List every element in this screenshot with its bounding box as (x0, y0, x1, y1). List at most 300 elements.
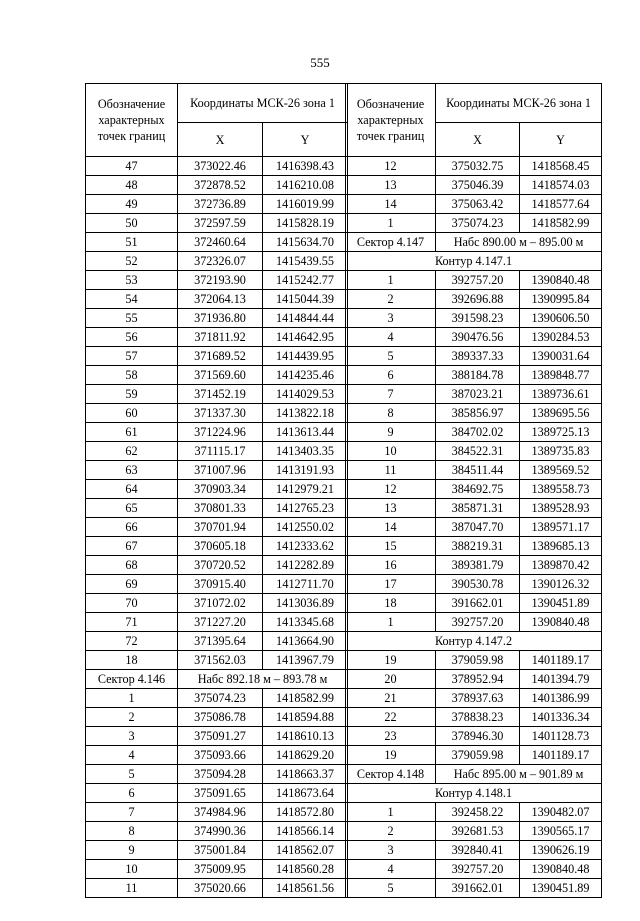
x-coordinate-cell: 391662.01 (436, 594, 520, 613)
table-row (346, 328, 602, 347)
x-coordinate-cell: 375074.23 (436, 214, 520, 233)
y-coordinate-cell: 1389695.56 (520, 404, 602, 423)
point-label-header: Обозначение характерных точек границ (86, 84, 178, 157)
point-id-cell: 12 (346, 157, 436, 176)
y-coordinate-cell: 1418574.03 (520, 176, 602, 195)
point-id-cell: 15 (346, 537, 436, 556)
y-coordinate-cell: 1389725.13 (520, 423, 602, 442)
y-coordinate-cell: 1390451.89 (520, 594, 602, 613)
point-id-cell: 49 (86, 195, 178, 214)
x-coordinate-cell: 374984.96 (178, 803, 263, 822)
point-id-cell: 70 (86, 594, 178, 613)
y-coordinate-cell: 1418568.45 (520, 157, 602, 176)
sector-row (346, 233, 602, 252)
point-id-cell: 10 (346, 442, 436, 461)
x-coordinate-cell: 375020.66 (178, 879, 263, 898)
point-id-cell: 61 (86, 423, 178, 442)
table-row (346, 404, 602, 423)
table-row (86, 879, 348, 898)
y-coordinate-cell: 1418629.20 (263, 746, 348, 765)
y-coordinate-cell: 1390840.48 (520, 271, 602, 290)
y-coordinate-cell: 1414439.95 (263, 347, 348, 366)
x-coordinate-cell: 372326.07 (178, 252, 263, 271)
x-coordinate-cell: 372878.52 (178, 176, 263, 195)
x-coordinate-cell: 375093.66 (178, 746, 263, 765)
sector-height-range-cell: Набс 890.00 м – 895.00 м (436, 233, 602, 252)
point-id-cell: 57 (86, 347, 178, 366)
table-row (346, 366, 602, 385)
x-coordinate-cell: 372193.90 (178, 271, 263, 290)
table-row (86, 518, 348, 537)
table-row (86, 860, 348, 879)
y-coordinate-cell: 1418572.80 (263, 803, 348, 822)
table-row (346, 594, 602, 613)
y-coordinate-cell: 1418673.64 (263, 784, 348, 803)
point-id-cell: 51 (86, 233, 178, 252)
point-id-cell: 62 (86, 442, 178, 461)
table-row (86, 727, 348, 746)
x-coordinate-cell: 388184.78 (436, 366, 520, 385)
y-coordinate-cell: 1412550.02 (263, 518, 348, 537)
y-coordinate-cell: 1416210.08 (263, 176, 348, 195)
x-coordinate-cell: 371227.20 (178, 613, 263, 632)
x-coordinate-cell: 392696.88 (436, 290, 520, 309)
y-coordinate-cell: 1390284.53 (520, 328, 602, 347)
x-coordinate-cell: 371337.30 (178, 404, 263, 423)
point-id-cell: 2 (86, 708, 178, 727)
y-coordinate-cell: 1418562.07 (263, 841, 348, 860)
y-coordinate-cell: 1401189.17 (520, 746, 602, 765)
x-coordinate-cell: 371569.60 (178, 366, 263, 385)
y-coordinate-cell: 1414642.95 (263, 328, 348, 347)
point-id-cell: 13 (346, 499, 436, 518)
table-row (346, 613, 602, 632)
x-coordinate-cell: 375001.84 (178, 841, 263, 860)
point-id-cell: 55 (86, 309, 178, 328)
contour-label-cell: Контур 4.147.2 (346, 632, 602, 651)
point-id-cell: 50 (86, 214, 178, 233)
y-coordinate-cell: 1401189.17 (520, 651, 602, 670)
y-column-header: Y (263, 123, 348, 157)
y-coordinate-cell: 1418560.28 (263, 860, 348, 879)
x-coordinate-cell: 384522.31 (436, 442, 520, 461)
y-coordinate-cell: 1418566.14 (263, 822, 348, 841)
point-id-cell: 11 (346, 461, 436, 480)
table-row (86, 632, 348, 651)
point-id-cell: 21 (346, 689, 436, 708)
x-coordinate-cell: 371452.19 (178, 385, 263, 404)
point-id-cell: 12 (346, 480, 436, 499)
y-coordinate-cell: 1389685.13 (520, 537, 602, 556)
y-coordinate-cell: 1413403.35 (263, 442, 348, 461)
y-coordinate-cell: 1413967.79 (263, 651, 348, 670)
y-coordinate-cell: 1390606.50 (520, 309, 602, 328)
y-coordinate-cell: 1401336.34 (520, 708, 602, 727)
table-row (346, 480, 602, 499)
y-coordinate-cell: 1390482.07 (520, 803, 602, 822)
table-row (86, 613, 348, 632)
table-row (86, 233, 348, 252)
table-row (86, 271, 348, 290)
x-column-header: X (436, 123, 520, 157)
table-row (346, 575, 602, 594)
x-coordinate-cell: 389381.79 (436, 556, 520, 575)
x-coordinate-cell: 379059.98 (436, 746, 520, 765)
table-row (86, 803, 348, 822)
table-row (346, 290, 602, 309)
x-coordinate-cell: 378937.63 (436, 689, 520, 708)
table-row (86, 290, 348, 309)
point-id-cell: 69 (86, 575, 178, 594)
point-id-cell: 10 (86, 860, 178, 879)
contour-row (346, 784, 602, 803)
table-row (346, 689, 602, 708)
x-coordinate-cell: 392458.22 (436, 803, 520, 822)
point-id-cell: 17 (346, 575, 436, 594)
point-id-cell: 5 (346, 347, 436, 366)
table-body-left (86, 157, 348, 898)
table-row (86, 309, 348, 328)
y-coordinate-cell: 1418582.99 (263, 689, 348, 708)
x-coordinate-cell: 384511.44 (436, 461, 520, 480)
y-coordinate-cell: 1389571.17 (520, 518, 602, 537)
table-row (86, 594, 348, 613)
x-coordinate-cell: 370605.18 (178, 537, 263, 556)
coords-group-header: Координаты МСК-26 зона 1 (436, 84, 602, 123)
point-id-cell: 59 (86, 385, 178, 404)
y-coordinate-cell: 1401386.99 (520, 689, 602, 708)
y-coordinate-cell: 1418610.13 (263, 727, 348, 746)
table-row (346, 556, 602, 575)
y-coordinate-cell: 1412765.23 (263, 499, 348, 518)
table-row (86, 499, 348, 518)
y-coordinate-cell: 1413822.18 (263, 404, 348, 423)
x-coordinate-cell: 370903.34 (178, 480, 263, 499)
x-coordinate-cell: 370915.40 (178, 575, 263, 594)
x-coordinate-cell: 391662.01 (436, 879, 520, 898)
point-id-cell: 64 (86, 480, 178, 499)
point-id-cell: 58 (86, 366, 178, 385)
y-coordinate-cell: 1390626.19 (520, 841, 602, 860)
table-row (86, 689, 348, 708)
x-coordinate-cell: 392757.20 (436, 613, 520, 632)
y-coordinate-cell: 1390840.48 (520, 613, 602, 632)
y-coordinate-cell: 1418582.99 (520, 214, 602, 233)
point-id-cell: 66 (86, 518, 178, 537)
y-coordinate-cell: 1390840.48 (520, 860, 602, 879)
point-id-cell: 19 (346, 651, 436, 670)
y-coordinate-cell: 1416398.43 (263, 157, 348, 176)
point-id-cell: 71 (86, 613, 178, 632)
table-row (86, 176, 348, 195)
y-coordinate-cell: 1401394.79 (520, 670, 602, 689)
coordinates-table-right (345, 83, 602, 898)
x-coordinate-cell: 387047.70 (436, 518, 520, 537)
y-coordinate-cell: 1418663.37 (263, 765, 348, 784)
x-coordinate-cell: 371072.02 (178, 594, 263, 613)
point-id-cell: 3 (346, 841, 436, 860)
sector-height-range-cell: Набс 892.18 м – 893.78 м (178, 670, 348, 689)
point-id-cell: 22 (346, 708, 436, 727)
y-coordinate-cell: 1401128.73 (520, 727, 602, 746)
x-coordinate-cell: 371811.92 (178, 328, 263, 347)
y-coordinate-cell: 1413036.89 (263, 594, 348, 613)
y-coordinate-cell: 1389569.52 (520, 461, 602, 480)
table-row (346, 518, 602, 537)
table-row (86, 765, 348, 784)
point-id-cell: 2 (346, 290, 436, 309)
y-coordinate-cell: 1390995.84 (520, 290, 602, 309)
contour-label-cell: Контур 4.147.1 (346, 252, 602, 271)
y-coordinate-cell: 1413191.93 (263, 461, 348, 480)
table-row (86, 708, 348, 727)
y-coordinate-cell: 1415634.70 (263, 233, 348, 252)
point-id-cell: 18 (86, 651, 178, 670)
point-id-cell: 1 (346, 271, 436, 290)
x-coordinate-cell: 391598.23 (436, 309, 520, 328)
x-coordinate-cell: 372597.59 (178, 214, 263, 233)
table-row (346, 157, 602, 176)
x-column-header: X (178, 123, 263, 157)
point-id-cell: 23 (346, 727, 436, 746)
y-coordinate-cell: 1390451.89 (520, 879, 602, 898)
point-id-cell: 6 (346, 366, 436, 385)
table-body-right (346, 157, 602, 898)
y-coordinate-cell: 1389528.93 (520, 499, 602, 518)
table-row (86, 575, 348, 594)
y-coordinate-cell: 1389736.61 (520, 385, 602, 404)
x-coordinate-cell: 385856.97 (436, 404, 520, 423)
point-id-cell: 4 (86, 746, 178, 765)
table-row (86, 746, 348, 765)
y-coordinate-cell: 1390126.32 (520, 575, 602, 594)
y-coordinate-cell: 1412711.70 (263, 575, 348, 594)
table-row (346, 670, 602, 689)
point-id-cell: 1 (86, 689, 178, 708)
x-coordinate-cell: 370801.33 (178, 499, 263, 518)
point-id-cell: 67 (86, 537, 178, 556)
x-coordinate-cell: 392757.20 (436, 860, 520, 879)
table-row (86, 214, 348, 233)
table-row (346, 651, 602, 670)
point-id-cell: 72 (86, 632, 178, 651)
y-coordinate-cell: 1413613.44 (263, 423, 348, 442)
y-coordinate-cell: 1415044.39 (263, 290, 348, 309)
point-id-cell: 14 (346, 518, 436, 537)
point-id-cell: 1 (346, 214, 436, 233)
x-coordinate-cell: 385871.31 (436, 499, 520, 518)
y-coordinate-cell: 1390565.17 (520, 822, 602, 841)
point-id-cell: 2 (346, 822, 436, 841)
x-coordinate-cell: 371936.80 (178, 309, 263, 328)
table-row (86, 252, 348, 271)
x-coordinate-cell: 372460.64 (178, 233, 263, 252)
table-row (346, 708, 602, 727)
table-row (86, 651, 348, 670)
x-coordinate-cell: 378952.94 (436, 670, 520, 689)
x-coordinate-cell: 374990.36 (178, 822, 263, 841)
x-coordinate-cell: 371562.03 (178, 651, 263, 670)
table-row (86, 157, 348, 176)
y-coordinate-cell: 1414235.46 (263, 366, 348, 385)
x-coordinate-cell: 378838.23 (436, 708, 520, 727)
table-row (346, 537, 602, 556)
x-coordinate-cell: 371395.64 (178, 632, 263, 651)
table-row (346, 385, 602, 404)
table-row (346, 271, 602, 290)
x-coordinate-cell: 370701.94 (178, 518, 263, 537)
table-row (86, 442, 348, 461)
x-coordinate-cell: 389337.33 (436, 347, 520, 366)
contour-row (346, 632, 602, 651)
point-id-cell: 3 (346, 309, 436, 328)
point-id-cell: 1 (346, 613, 436, 632)
point-id-cell: 3 (86, 727, 178, 746)
sector-row (86, 670, 348, 689)
point-id-cell: 56 (86, 328, 178, 347)
point-id-cell: 5 (346, 879, 436, 898)
y-coordinate-cell: 1413664.90 (263, 632, 348, 651)
point-id-cell: 11 (86, 879, 178, 898)
sector-label-cell: Сектор 4.147 (346, 233, 436, 252)
y-coordinate-cell: 1412333.62 (263, 537, 348, 556)
table-row (86, 537, 348, 556)
y-coordinate-cell: 1414029.53 (263, 385, 348, 404)
x-coordinate-cell: 384702.02 (436, 423, 520, 442)
table-row (346, 442, 602, 461)
point-id-cell: 48 (86, 176, 178, 195)
table-row (86, 366, 348, 385)
point-id-cell: 6 (86, 784, 178, 803)
sector-row (346, 765, 602, 784)
x-coordinate-cell: 392840.41 (436, 841, 520, 860)
point-id-cell: 54 (86, 290, 178, 309)
point-id-cell: 68 (86, 556, 178, 575)
x-coordinate-cell: 375091.65 (178, 784, 263, 803)
point-id-cell: 8 (346, 404, 436, 423)
point-id-cell: 65 (86, 499, 178, 518)
table-row (346, 822, 602, 841)
point-id-cell: 16 (346, 556, 436, 575)
table-row (86, 841, 348, 860)
table-row (346, 879, 602, 898)
x-coordinate-cell: 390476.56 (436, 328, 520, 347)
point-id-cell: 19 (346, 746, 436, 765)
contour-label-cell: Контур 4.148.1 (346, 784, 602, 803)
point-id-cell: 4 (346, 328, 436, 347)
x-coordinate-cell: 379059.98 (436, 651, 520, 670)
x-coordinate-cell: 390530.78 (436, 575, 520, 594)
point-id-cell: 1 (346, 803, 436, 822)
x-coordinate-cell: 372736.89 (178, 195, 263, 214)
y-coordinate-cell: 1389735.83 (520, 442, 602, 461)
table-row (86, 423, 348, 442)
table-row (346, 195, 602, 214)
point-id-cell: 18 (346, 594, 436, 613)
point-id-cell: 9 (346, 423, 436, 442)
x-coordinate-cell: 371115.17 (178, 442, 263, 461)
coords-group-header: Координаты МСК-26 зона 1 (178, 84, 348, 123)
table-row (86, 784, 348, 803)
x-coordinate-cell: 375046.39 (436, 176, 520, 195)
x-coordinate-cell: 373022.46 (178, 157, 263, 176)
table-row (86, 461, 348, 480)
y-coordinate-cell: 1389848.77 (520, 366, 602, 385)
x-coordinate-cell: 371007.96 (178, 461, 263, 480)
table-row (86, 480, 348, 499)
x-coordinate-cell: 375009.95 (178, 860, 263, 879)
sector-label-cell: Сектор 4.146 (86, 670, 178, 689)
y-coordinate-cell: 1390031.64 (520, 347, 602, 366)
table-row (346, 746, 602, 765)
contour-row (346, 252, 602, 271)
point-id-cell: 7 (86, 803, 178, 822)
y-coordinate-cell: 1389870.42 (520, 556, 602, 575)
y-coordinate-cell: 1389558.73 (520, 480, 602, 499)
x-coordinate-cell: 392757.20 (436, 271, 520, 290)
x-coordinate-cell: 375032.75 (436, 157, 520, 176)
y-coordinate-cell: 1415439.55 (263, 252, 348, 271)
y-coordinate-cell: 1418594.88 (263, 708, 348, 727)
x-coordinate-cell: 372064.13 (178, 290, 263, 309)
y-coordinate-cell: 1416019.99 (263, 195, 348, 214)
point-id-cell: 14 (346, 195, 436, 214)
table-row (346, 803, 602, 822)
y-coordinate-cell: 1418577.64 (520, 195, 602, 214)
point-id-cell: 20 (346, 670, 436, 689)
table-row (346, 727, 602, 746)
x-coordinate-cell: 388219.31 (436, 537, 520, 556)
x-coordinate-cell: 375086.78 (178, 708, 263, 727)
x-coordinate-cell: 370720.52 (178, 556, 263, 575)
y-coordinate-cell: 1415242.77 (263, 271, 348, 290)
y-coordinate-cell: 1415828.19 (263, 214, 348, 233)
y-coordinate-cell: 1412979.21 (263, 480, 348, 499)
y-coordinate-cell: 1413345.68 (263, 613, 348, 632)
table-row (346, 214, 602, 233)
table-row (346, 309, 602, 328)
point-id-cell: 4 (346, 860, 436, 879)
x-coordinate-cell: 378946.30 (436, 727, 520, 746)
table-row (86, 347, 348, 366)
point-id-cell: 53 (86, 271, 178, 290)
coordinates-table-left (85, 83, 348, 898)
table-row (86, 195, 348, 214)
point-id-cell: 60 (86, 404, 178, 423)
y-coordinate-cell: 1418561.56 (263, 879, 348, 898)
y-column-header: Y (520, 123, 602, 157)
table-row (346, 860, 602, 879)
x-coordinate-cell: 392681.53 (436, 822, 520, 841)
point-id-cell: 9 (86, 841, 178, 860)
point-id-cell: 52 (86, 252, 178, 271)
table-row (86, 385, 348, 404)
table-row (86, 404, 348, 423)
point-id-cell: 13 (346, 176, 436, 195)
table-row (346, 347, 602, 366)
table-row (86, 556, 348, 575)
point-id-cell: 5 (86, 765, 178, 784)
sector-height-range-cell: Набс 895.00 м – 901.89 м (436, 765, 602, 784)
sector-label-cell: Сектор 4.148 (346, 765, 436, 784)
table-row (346, 499, 602, 518)
point-id-cell: 8 (86, 822, 178, 841)
point-id-cell: 7 (346, 385, 436, 404)
x-coordinate-cell: 384692.75 (436, 480, 520, 499)
x-coordinate-cell: 375091.27 (178, 727, 263, 746)
table-row (86, 328, 348, 347)
table-row (346, 841, 602, 860)
